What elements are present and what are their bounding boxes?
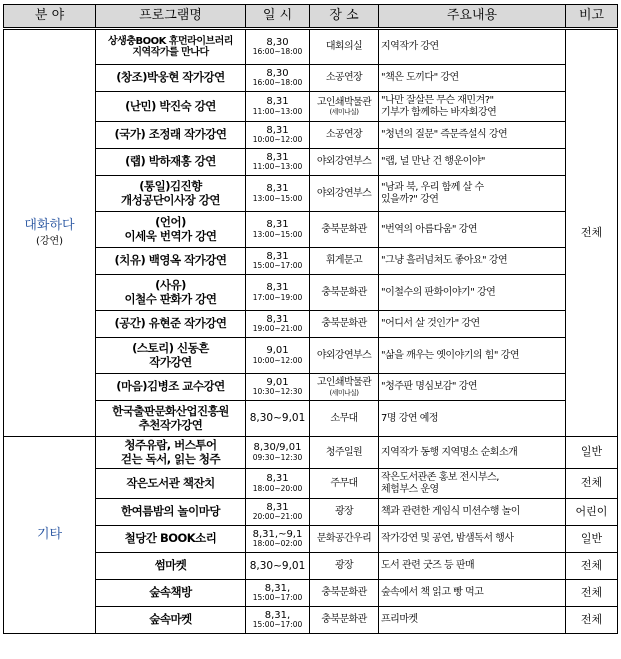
program-name: (언어) 이세욱 번역가 강연 bbox=[96, 212, 246, 248]
date-text: 8,31 bbox=[266, 124, 289, 136]
content-cell: "삶을 깨우는 옛이야기의 힘" 강연 bbox=[379, 338, 566, 374]
note-cell: 전체 bbox=[566, 553, 618, 580]
datetime-cell bbox=[246, 149, 310, 176]
note-cell: 전체 bbox=[566, 29, 618, 437]
place-cell: 소무대 bbox=[310, 401, 379, 437]
program-name: (랩) 박하재홍 강연 bbox=[96, 149, 246, 176]
table-row bbox=[4, 338, 618, 374]
time-text: 11:00~13:00 bbox=[252, 106, 303, 116]
datetime-cell bbox=[246, 65, 310, 92]
place-cell: 충북문화관 bbox=[310, 275, 379, 311]
table-row bbox=[4, 122, 618, 149]
content-cell: 프리마켓 bbox=[379, 607, 566, 634]
content-cell: "랩, 널 만난 건 행운이야" bbox=[379, 149, 566, 176]
table-row bbox=[4, 275, 618, 311]
table-row bbox=[4, 499, 618, 526]
datetime-cell bbox=[246, 580, 310, 607]
datetime-cell bbox=[246, 212, 310, 248]
table-row bbox=[4, 580, 618, 607]
table-row bbox=[4, 212, 618, 248]
datetime-cell bbox=[246, 607, 310, 634]
category-label: 대화하다 bbox=[24, 217, 75, 233]
program-name: (스토리) 신동흔 작가강연 bbox=[96, 338, 246, 374]
content-cell: "번역의 아름다움" 강연 bbox=[379, 212, 566, 248]
table-row bbox=[4, 607, 618, 634]
date-text: 8,31 bbox=[266, 219, 289, 231]
date-text: 8,30 bbox=[266, 36, 289, 48]
datetime-cell bbox=[246, 275, 310, 311]
category-sub-label: (강연) bbox=[35, 235, 64, 247]
table-row bbox=[4, 374, 618, 401]
place-cell: 야외강연부스 bbox=[310, 149, 379, 176]
table-row bbox=[4, 29, 618, 65]
place-cell: 광장 bbox=[310, 499, 379, 526]
schedule-table bbox=[3, 4, 618, 634]
program-name: (치유) 백영옥 작가강연 bbox=[96, 248, 246, 275]
header-row bbox=[4, 5, 618, 29]
time-text: 19:00~21:00 bbox=[252, 324, 303, 334]
program-name: 숲속책방 bbox=[96, 580, 246, 607]
date-text: 8,31 bbox=[266, 151, 289, 163]
time-text: 16:00~18:00 bbox=[252, 78, 303, 88]
table-row bbox=[4, 469, 618, 499]
date-text: 8,31 bbox=[266, 282, 289, 294]
datetime-cell bbox=[246, 122, 310, 149]
datetime-cell bbox=[246, 29, 310, 65]
place-cell: 대회의실 bbox=[310, 29, 379, 65]
date-text: 8,31 bbox=[266, 473, 289, 485]
program-name: (난민) 박진숙 강연 bbox=[96, 92, 246, 122]
time-text: 13:00~15:00 bbox=[252, 229, 303, 239]
content-cell: 숲속에서 책 읽고 빵 먹고 bbox=[379, 580, 566, 607]
time-text: 10:00~12:00 bbox=[252, 355, 303, 365]
program-name: (창조)박웅현 작가강연 bbox=[96, 65, 246, 92]
date-text: 9,01 bbox=[266, 345, 289, 357]
time-text: 17:00~19:00 bbox=[252, 292, 303, 302]
category-label: 기타 bbox=[36, 526, 63, 542]
date-text: 8,31,~9,1 bbox=[252, 528, 303, 540]
program-name: 한국출판문화산업진흥원 추천작가강연 bbox=[96, 401, 246, 437]
program-name: (마음)김병조 교수강연 bbox=[96, 374, 246, 401]
time-text: 15:00~17:00 bbox=[252, 620, 303, 630]
program-name: 철당간 BOOK소리 bbox=[96, 526, 246, 553]
header-place: 장 소 bbox=[310, 5, 379, 29]
date-text: 9,01 bbox=[266, 376, 289, 388]
header-note: 비고 bbox=[566, 5, 618, 29]
header-program: 프로그램명 bbox=[96, 5, 246, 29]
table-row bbox=[4, 92, 618, 122]
place-sub-text: (세미나실) bbox=[329, 388, 359, 397]
date-text: 8,30~9,01 bbox=[249, 559, 306, 572]
time-text: 18:00~02:00 bbox=[252, 539, 303, 549]
content-cell: 작가강연 및 공연, 밤샘독서 행사 bbox=[379, 526, 566, 553]
note-cell: 전체 bbox=[566, 469, 618, 499]
category-cell bbox=[4, 437, 96, 634]
table-row bbox=[4, 311, 618, 338]
time-text: 20:00~21:00 bbox=[252, 512, 303, 522]
note-cell: 전체 bbox=[566, 607, 618, 634]
datetime-cell bbox=[246, 469, 310, 499]
note-cell: 전체 bbox=[566, 580, 618, 607]
table-row bbox=[4, 526, 618, 553]
content-cell: 작은도서관존 홍보 전시부스, 체험부스 운영 bbox=[379, 469, 566, 499]
program-name: (통일)김진향 개성공단이사장 강연 bbox=[96, 176, 246, 212]
date-text: 8,30/9,01 bbox=[253, 442, 302, 454]
content-cell: "그냥 흘러넘쳐도 좋아요" 강연 bbox=[379, 248, 566, 275]
program-name: (국가) 조정래 작가강연 bbox=[96, 122, 246, 149]
datetime-cell bbox=[246, 92, 310, 122]
content-cell: "책은 도끼다" 강연 bbox=[379, 65, 566, 92]
date-text: 8,31 bbox=[266, 96, 289, 108]
category-cell bbox=[4, 29, 96, 437]
program-name: 상생충BOOK 휴먼라이브러리 지역작가를 만나다 bbox=[96, 29, 246, 65]
note-cell: 일반 bbox=[566, 526, 618, 553]
program-name: 작은도서관 책잔치 bbox=[96, 469, 246, 499]
datetime-cell bbox=[246, 374, 310, 401]
date-text: 8,30 bbox=[266, 67, 289, 79]
content-cell: "나만 잘살믄 무슨 재민겨?" 기부가 함께하는 바자회강연 bbox=[379, 92, 566, 122]
content-cell: 7명 강연 예정 bbox=[379, 401, 566, 437]
program-name: 숲속마켓 bbox=[96, 607, 246, 634]
header-datetime: 일 시 bbox=[246, 5, 310, 29]
datetime-cell bbox=[246, 437, 310, 469]
content-cell: "청주판 명심보감" 강연 bbox=[379, 374, 566, 401]
place-cell: 고인쇄박물관 (세미나실) bbox=[310, 374, 379, 401]
date-text: 8,31 bbox=[266, 313, 289, 325]
content-cell: "어디서 살 것인가" 강연 bbox=[379, 311, 566, 338]
date-text: 8,31, bbox=[264, 609, 291, 621]
content-cell: "이철수의 판화이야기" 강연 bbox=[379, 275, 566, 311]
datetime-cell bbox=[246, 499, 310, 526]
table-row bbox=[4, 248, 618, 275]
date-text: 8,31 bbox=[266, 501, 289, 513]
content-cell: "남과 북, 우리 함께 살 수 있을까?" 강연 bbox=[379, 176, 566, 212]
place-cell: 소공연장 bbox=[310, 65, 379, 92]
place-cell: 충북문화관 bbox=[310, 212, 379, 248]
place-sub-text: (세미나실) bbox=[329, 108, 359, 117]
content-cell: 지역작가 동행 지역명소 순회소개 bbox=[379, 437, 566, 469]
place-cell: 야외강연부스 bbox=[310, 176, 379, 212]
time-text: 15:00~17:00 bbox=[252, 261, 303, 271]
datetime-cell bbox=[246, 338, 310, 374]
date-text: 8,30~9,01 bbox=[249, 412, 306, 425]
content-cell: 도서 관련 굿즈 등 판매 bbox=[379, 553, 566, 580]
place-cell: 청주일원 bbox=[310, 437, 379, 469]
place-cell: 야외강연부스 bbox=[310, 338, 379, 374]
table-row bbox=[4, 437, 618, 469]
time-text: 16:00~18:00 bbox=[252, 47, 303, 57]
note-cell: 일반 bbox=[566, 437, 618, 469]
program-name: 청주유람, 버스투어 걷는 독서, 읽는 청주 bbox=[96, 437, 246, 469]
header-category: 분 야 bbox=[4, 5, 96, 29]
datetime-cell bbox=[246, 248, 310, 275]
table-row bbox=[4, 553, 618, 580]
place-cell: 문화공간우리 bbox=[310, 526, 379, 553]
time-text: 11:00~13:00 bbox=[252, 162, 303, 172]
datetime-cell bbox=[246, 311, 310, 338]
content-cell: 책과 관련한 게임식 미션수행 놀이 bbox=[379, 499, 566, 526]
header-content: 주요내용 bbox=[379, 5, 566, 29]
content-cell: "청년의 질문" 즉문즉설식 강연 bbox=[379, 122, 566, 149]
place-cell: 광장 bbox=[310, 553, 379, 580]
date-text: 8,31 bbox=[266, 250, 289, 262]
place-cell: 고인쇄박물관 (세미나실) bbox=[310, 92, 379, 122]
datetime-cell bbox=[246, 401, 310, 437]
time-text: 15:00~17:00 bbox=[252, 593, 303, 603]
table-row bbox=[4, 401, 618, 437]
datetime-cell bbox=[246, 176, 310, 212]
place-cell: 충북문화관 bbox=[310, 580, 379, 607]
program-name: 한여름밤의 놀이마당 bbox=[96, 499, 246, 526]
time-text: 18:00~20:00 bbox=[252, 483, 303, 493]
time-text: 10:00~12:00 bbox=[252, 135, 303, 145]
table-row bbox=[4, 65, 618, 92]
content-cell: 지역작가 강연 bbox=[379, 29, 566, 65]
place-cell: 휘게문고 bbox=[310, 248, 379, 275]
time-text: 09:30~12:30 bbox=[252, 452, 303, 462]
program-name: 썸마켓 bbox=[96, 553, 246, 580]
place-cell: 충북문화관 bbox=[310, 607, 379, 634]
place-cell: 충북문화관 bbox=[310, 311, 379, 338]
date-text: 8,31, bbox=[264, 582, 291, 594]
datetime-cell bbox=[246, 526, 310, 553]
date-text: 8,31 bbox=[266, 183, 289, 195]
time-text: 10:30~12:30 bbox=[252, 387, 303, 397]
table-row bbox=[4, 149, 618, 176]
place-cell: 주무대 bbox=[310, 469, 379, 499]
note-cell: 어린이 bbox=[566, 499, 618, 526]
program-name: (공간) 유현준 작가강연 bbox=[96, 311, 246, 338]
time-text: 13:00~15:00 bbox=[252, 193, 303, 203]
program-name: (사유) 이철수 판화가 강연 bbox=[96, 275, 246, 311]
place-cell: 소공연장 bbox=[310, 122, 379, 149]
table-row bbox=[4, 176, 618, 212]
datetime-cell bbox=[246, 553, 310, 580]
